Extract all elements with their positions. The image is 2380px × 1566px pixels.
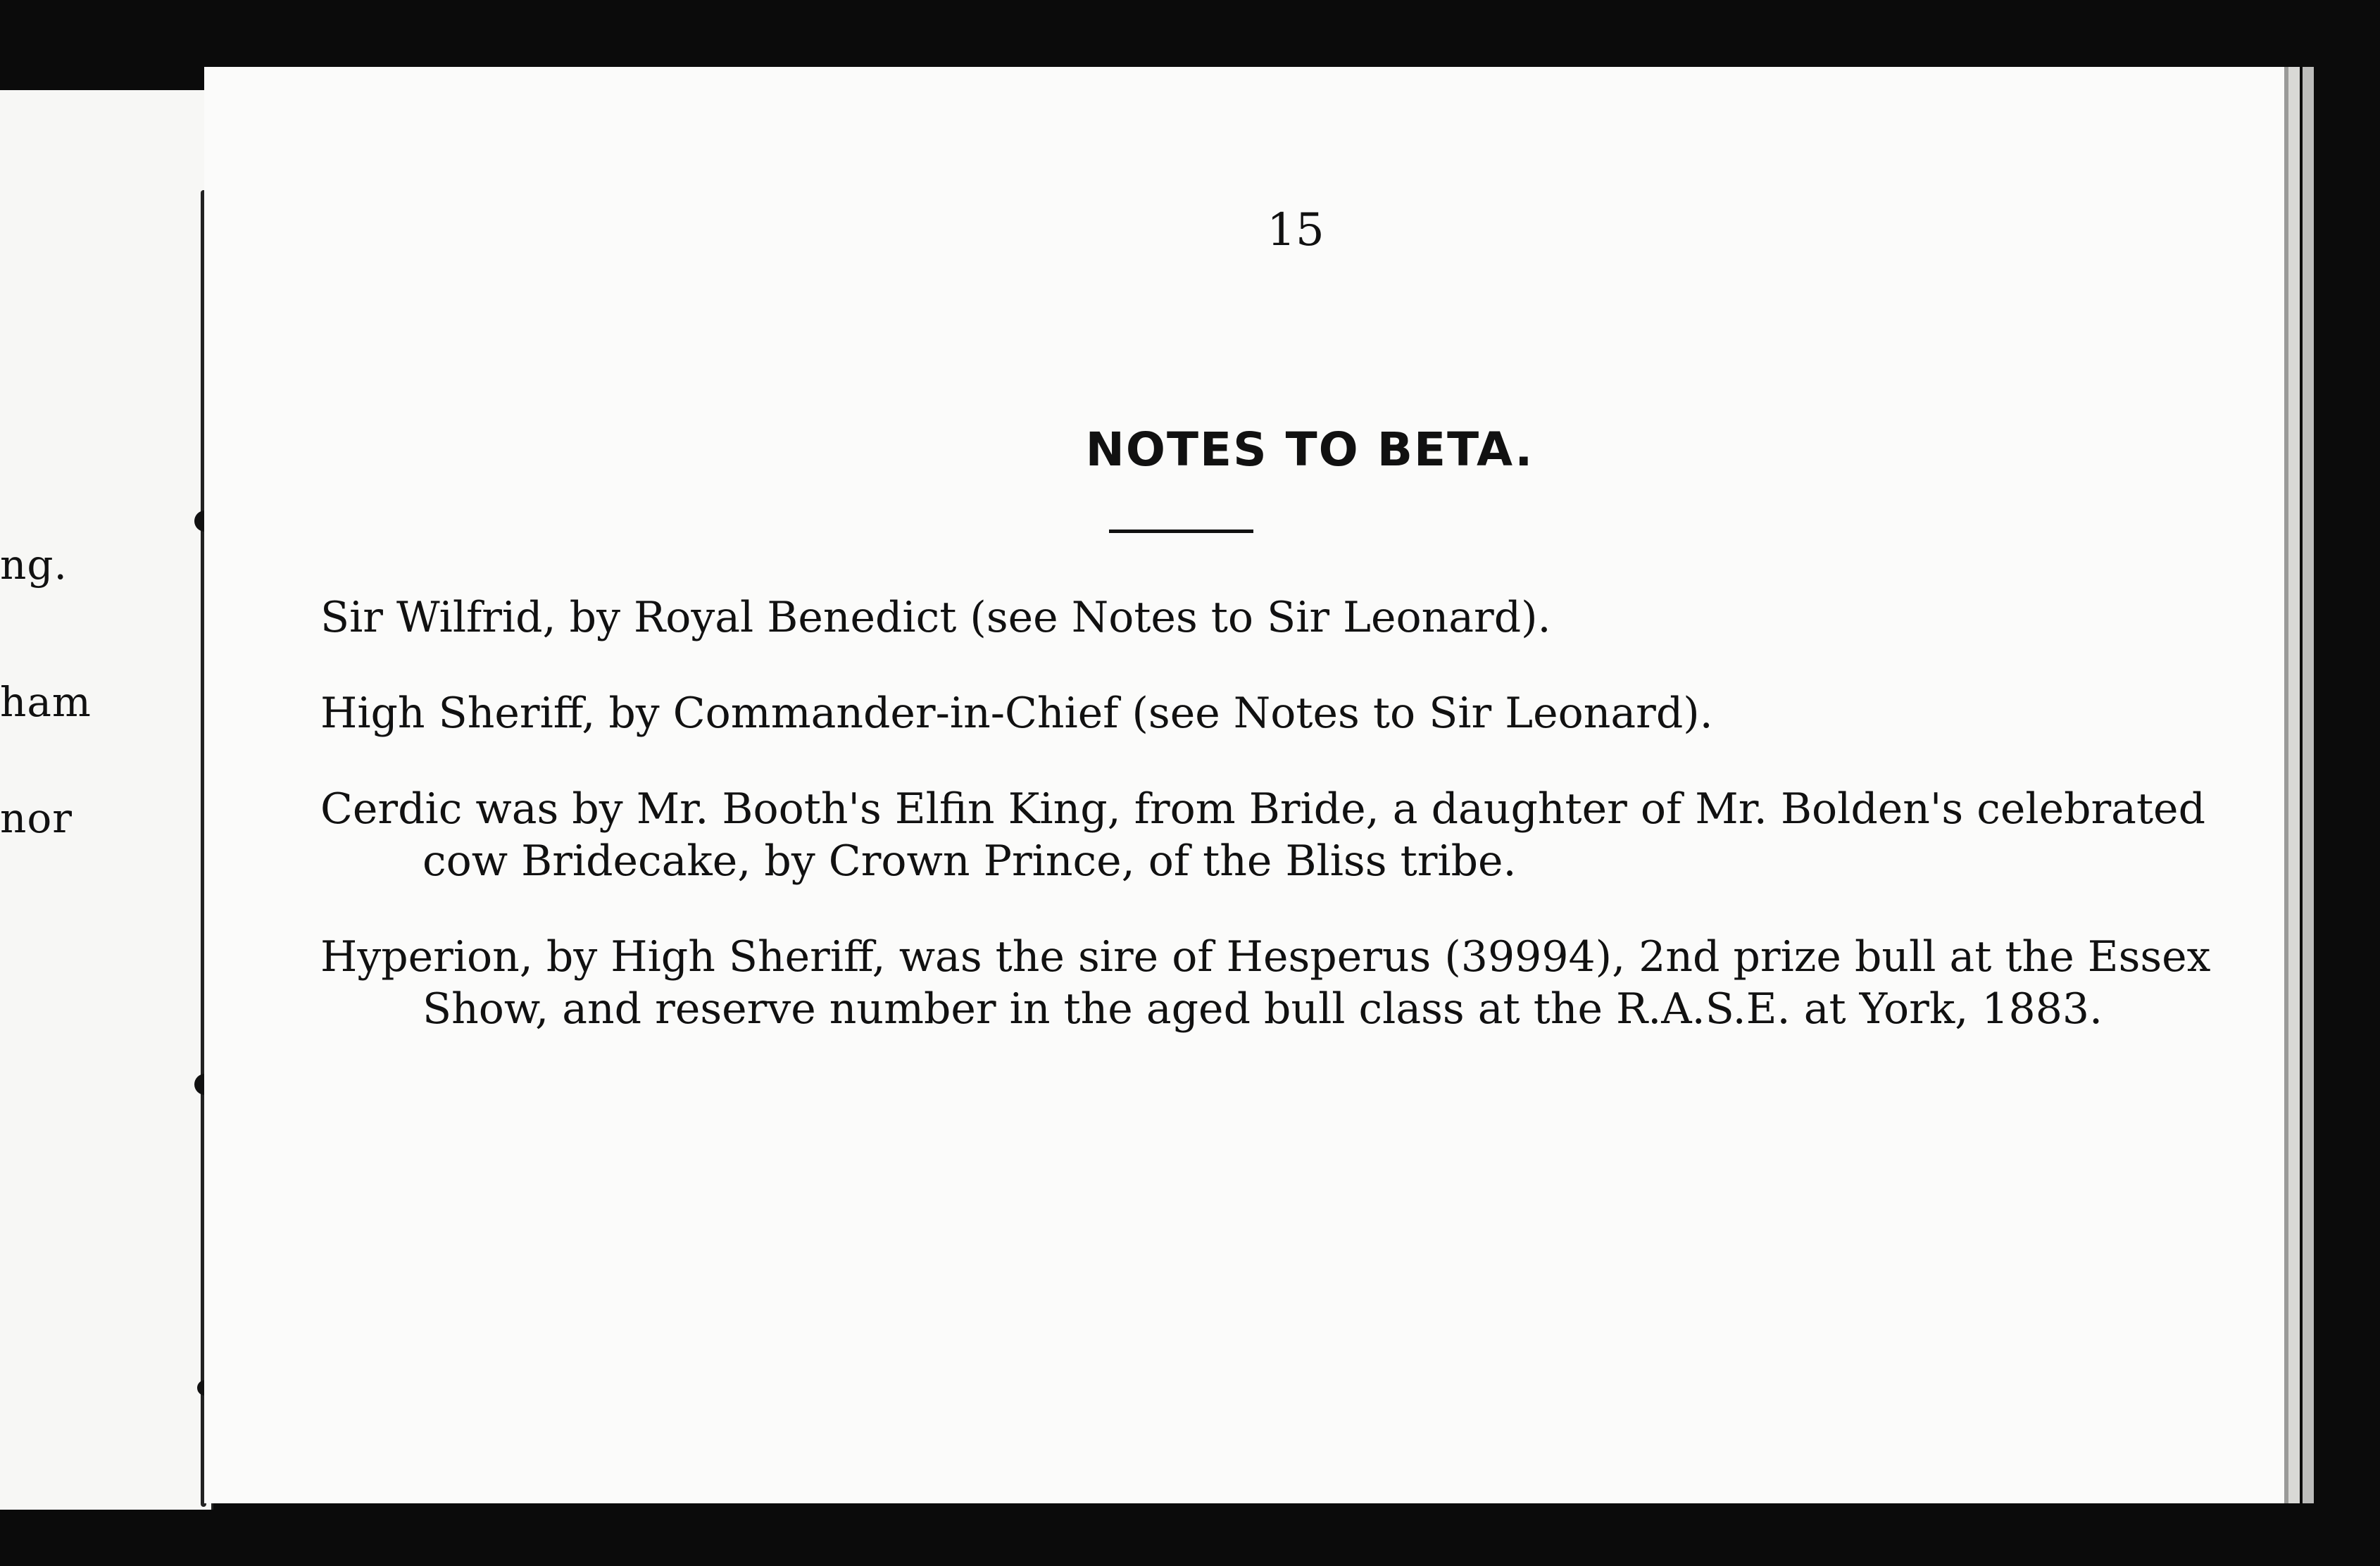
previous-page-fragment bbox=[0, 90, 213, 1510]
fragment-text: nor bbox=[0, 794, 73, 842]
book-page bbox=[204, 67, 2300, 1503]
title-divider bbox=[1109, 530, 1253, 533]
note-paragraph: High Sheriff, by Commander-in-Chief (see Notes to Sir Leonard). bbox=[320, 689, 1713, 738]
page-edge bbox=[2303, 67, 2314, 1503]
fragment-text: ng. bbox=[0, 541, 68, 589]
note-paragraph: Hyperion, by High Sheriff, was the sire of Hesperus (39994), 2nd prize bull at the Essex Show, and reserve number in the aged bull class at the R.A.S.E. at York, 1883. bbox=[320, 932, 2224, 1034]
notes-list bbox=[320, 591, 2278, 1079]
note-paragraph: Sir Wilfrid, by Royal Benedict (see Notes to Sir Leonard). bbox=[320, 593, 1551, 642]
page-title: NOTES TO BETA. bbox=[1085, 422, 1534, 477]
fragment-text: ham bbox=[0, 678, 92, 726]
note-paragraph: Cerdic was by Mr. Booth's Elfin King, from Bride, a daughter of Mr. Bolden's celebrated cow Bridecake, by Crown Prince, of the Bliss tribe. bbox=[320, 784, 2219, 886]
page-number: 15 bbox=[1267, 204, 1324, 256]
